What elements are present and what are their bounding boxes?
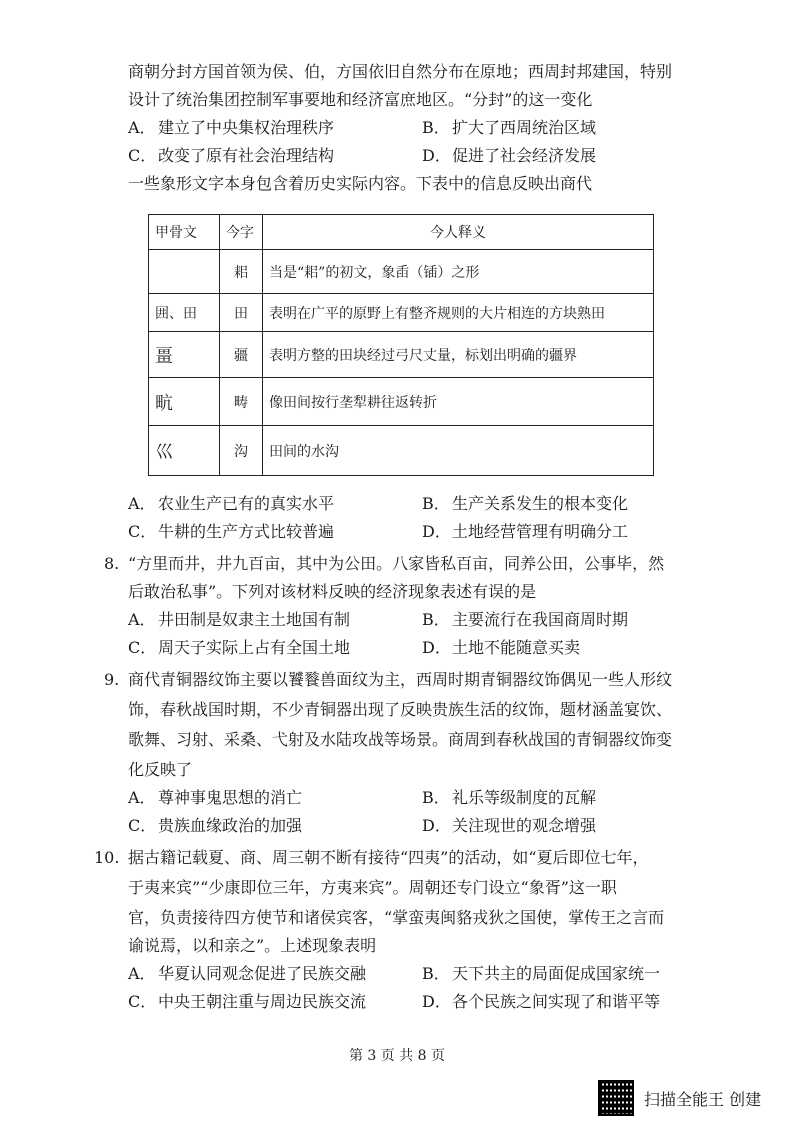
- qr-code-icon: [598, 1080, 634, 1116]
- modern-char: 耜: [220, 250, 263, 294]
- q8-number: 8.: [104, 554, 120, 573]
- meaning-text: 表明方整的田块经过弓尺丈量，标划出明确的疆界: [263, 332, 654, 378]
- q9-stem-line-3: 歌舞、习射、采桑、弋射及水陆攻战等场景。商周到春秋战国的青铜器纹饰变: [128, 730, 673, 749]
- q6-option-b: B． 扩大了西周统治区域: [422, 118, 597, 137]
- meaning-text: 当是“耜”的初文，象臿（锸）之形: [263, 250, 654, 294]
- modern-char: 沟: [220, 426, 263, 476]
- modern-char: 田: [220, 294, 263, 332]
- meaning-text: 表明在广平的原野上有整齐规则的大片相连的方块熟田: [263, 294, 654, 332]
- q9-stem-line-2: 饰，春秋战国时期，不少青铜器出现了反映贵族生活的纹饰，题材涵盖宴饮、: [128, 700, 673, 719]
- oracle-glyph: 㽘: [149, 378, 220, 426]
- q9-option-b: B． 礼乐等级制度的瓦解: [422, 788, 597, 807]
- q8-option-a: A． 井田制是奴隶主土地国有制: [128, 610, 351, 629]
- table-row: [149, 426, 654, 476]
- q10-stem-line-1: 据古籍记载夏、商、周三朝不断有接待“四夷”的活动，如“夏后即位七年，: [128, 848, 649, 867]
- modern-char: 畴: [220, 378, 263, 426]
- scanner-label: 扫描全能王 创建: [644, 1089, 762, 1109]
- q7-stem-line-1: 一些象形文字本身包含着历史实际内容。下表中的信息反映出商代: [128, 174, 593, 193]
- header-oracle: 甲骨文: [149, 215, 220, 250]
- meaning-text: 像田间按行垄犁耕往返转折: [263, 378, 654, 426]
- q7-option-b: B． 生产关系发生的根本变化: [422, 494, 629, 513]
- oracle-bone-table: [148, 214, 654, 476]
- header-modern: 今字: [220, 215, 263, 250]
- q8-option-d: D．土地不能随意买卖: [422, 638, 581, 657]
- table-row: [149, 378, 654, 426]
- modern-char: 疆: [220, 332, 263, 378]
- q6-option-c: C． 改变了原有社会治理结构: [128, 146, 335, 165]
- q7-option-c: C． 牛耕的生产方式比较普遍: [128, 522, 335, 541]
- oracle-glyph: 畺: [149, 332, 220, 378]
- table-row: [149, 294, 654, 332]
- q9-number: 9.: [104, 670, 120, 689]
- q10-option-d: D．各个民族之间实现了和谐平等: [422, 992, 661, 1011]
- q10-option-a: A． 华夏认同观念促进了民族交融: [128, 964, 367, 983]
- header-meaning: 今人释义: [263, 215, 654, 250]
- q9-stem-line-4: 化反映了: [128, 760, 193, 779]
- q9-option-d: D．关注现世的观念增强: [422, 816, 597, 835]
- meaning-text: 田间的水沟: [263, 426, 654, 476]
- page-footer: 第 3 页 共 8 页: [348, 1048, 446, 1064]
- table-header-row: [149, 215, 654, 250]
- q6-option-d: D．促进了社会经济发展: [422, 146, 597, 165]
- q9-option-a: A． 尊神事鬼思想的消亡: [128, 788, 303, 807]
- q7-option-a: A． 农业生产已有的真实水平: [128, 494, 335, 513]
- table-row: [149, 250, 654, 294]
- q10-stem-line-3: 官，负责接待四方使节和诸侯宾客，“掌蛮夷闽貉戎狄之国使，掌传王之言而: [128, 908, 665, 927]
- q8-stem-line-1: “方里而井，井九百亩，其中为公田。八家皆私百亩，同养公田，公事毕，然: [128, 554, 665, 573]
- q10-stem-line-4: 谕说焉，以和亲之”。上述现象表明: [128, 936, 377, 955]
- q6-stem-line-2: 设计了统治集团控制军事要地和经济富庶地区。“分封”的这一变化: [128, 90, 593, 109]
- q8-option-c: C． 周天子实际上占有全国土地: [128, 638, 351, 657]
- oracle-glyph: 囲、田: [149, 294, 220, 332]
- scanner-watermark: [598, 1080, 761, 1116]
- q10-number: 10.: [94, 848, 120, 867]
- q6-option-a: A． 建立了中央集权治理秩序: [128, 118, 335, 137]
- q7-option-d: D．土地经营管理有明确分工: [422, 522, 629, 541]
- oracle-glyph: [149, 250, 220, 294]
- oracle-glyph: 巛: [149, 426, 220, 476]
- q10-option-b: B． 天下共主的局面促成国家统一: [422, 964, 661, 983]
- q9-stem-line-1: 商代青铜器纹饰主要以饕餮兽面纹为主，西周时期青铜器纹饰偶见一些人形纹: [128, 670, 673, 689]
- q8-stem-line-2: 后敢治私事”。下列对该材料反映的经济现象表述有误的是: [128, 582, 537, 601]
- q10-stem-line-2: 于夷来宾”“少康即位三年，方夷来宾”。周朝还专门设立“象胥”这一职: [128, 878, 617, 897]
- q9-option-c: C． 贵族血缘政治的加强: [128, 816, 303, 835]
- q6-stem-line-1: 商朝分封方国首领为侯、伯，方国依旧自然分布在原地；西周封邦建国，特别: [128, 62, 673, 81]
- q10-option-c: C． 中央王朝注重与周边民族交流: [128, 992, 367, 1011]
- q8-option-b: B． 主要流行在我国商周时期: [422, 610, 629, 629]
- table-row: [149, 332, 654, 378]
